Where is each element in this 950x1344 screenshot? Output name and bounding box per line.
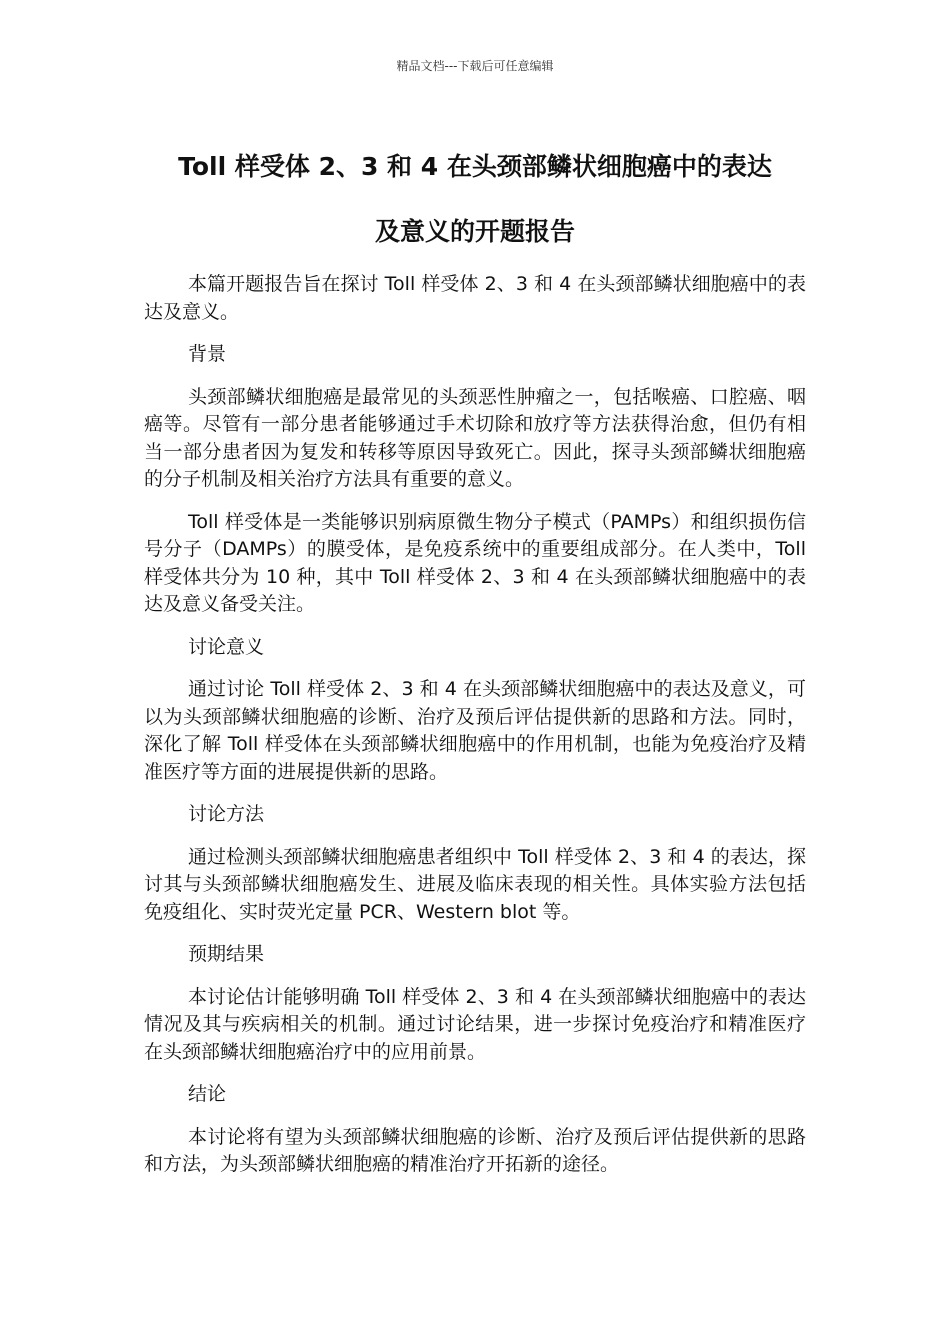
conclusion-paragraph: 本讨论将有望为头颈部鳞状细胞癌的诊断、治疗及预后评估提供新的思路和方法，为头颈部鳞状细胞癌的精准治疗开拓新的途径。 — [144, 1125, 806, 1175]
header-note: 精品文档---下载后可任意编辑 — [396, 59, 554, 73]
results-paragraph: 本讨论估计能够明确 Toll 样受体 2、3 和 4 在头颈部鳞状细胞癌中的表达情况及其与疾病相关的机制。通过讨论结果，进一步探讨免疫治疗和精准医疗在头颈部鳞状细胞癌治疗中的应用前景。 — [144, 985, 806, 1063]
background-heading: 背景 — [188, 343, 227, 365]
document-title — [145, 134, 805, 264]
background-paragraph-1: 头颈部鳞状细胞癌是最常见的头颈恶性肿瘤之一，包括喉癌、口腔癌、咽癌等。尽管有一部分患者能够通过手术切除和放疗等方法获得治愈，但仍有相当一部分患者因为复发和转移等原因导致死亡。因此，探寻头颈部鳞状细胞癌的分子机制及相关治疗方法具有重要的意义。 — [144, 385, 806, 490]
conclusion-heading: 结论 — [188, 1083, 227, 1105]
significance-heading: 讨论意义 — [188, 635, 265, 658]
methods-heading: 讨论方法 — [188, 803, 265, 825]
title-line-2: 及意义的开题报告 — [374, 217, 575, 246]
significance-paragraph: 通过讨论 Toll 样受体 2、3 和 4 在头颈部鳞状细胞癌中的表达及意义，可以为头颈部鳞状细胞癌的诊断、治疗及预后评估提供新的思路和方法。同时，深化了解 Toll 样受体在头颈部鳞状细胞癌中的作用机制，也能为免疫治疗及精准医疗等方面的进展提供新的思路。 — [144, 678, 806, 783]
intro-paragraph: 本篇开题报告旨在探讨 Toll 样受体 2、3 和 4 在头颈部鳞状细胞癌中的表达及意义。 — [144, 273, 806, 323]
methods-paragraph: 通过检测头颈部鳞状细胞癌患者组织中 Toll 样受体 2、3 和 4 的表达，探讨其与头颈部鳞状细胞癌发生、进展及临床表现的相关性。具体实验方法包括免疫组化、实时荧光定量 PCR、Western blot 等。 — [144, 845, 806, 923]
document-body — [144, 271, 806, 1194]
results-heading: 预期结果 — [188, 943, 265, 965]
background-paragraph-2: Toll 样受体是一类能够识别病原微生物分子模式（PAMPs）和组织损伤信号分子（DAMPs）的膜受体，是免疫系统中的重要组成部分。在人类中，Toll 样受体共分为 10 种，其中 Toll 样受体 2、3 和 4 在头颈部鳞状细胞癌中的表达及意义备受关注。 — [144, 510, 806, 615]
title-line-1: Toll 样受体 2、3 和 4 在头颈部鳞状细胞癌中的表达 — [178, 152, 772, 181]
